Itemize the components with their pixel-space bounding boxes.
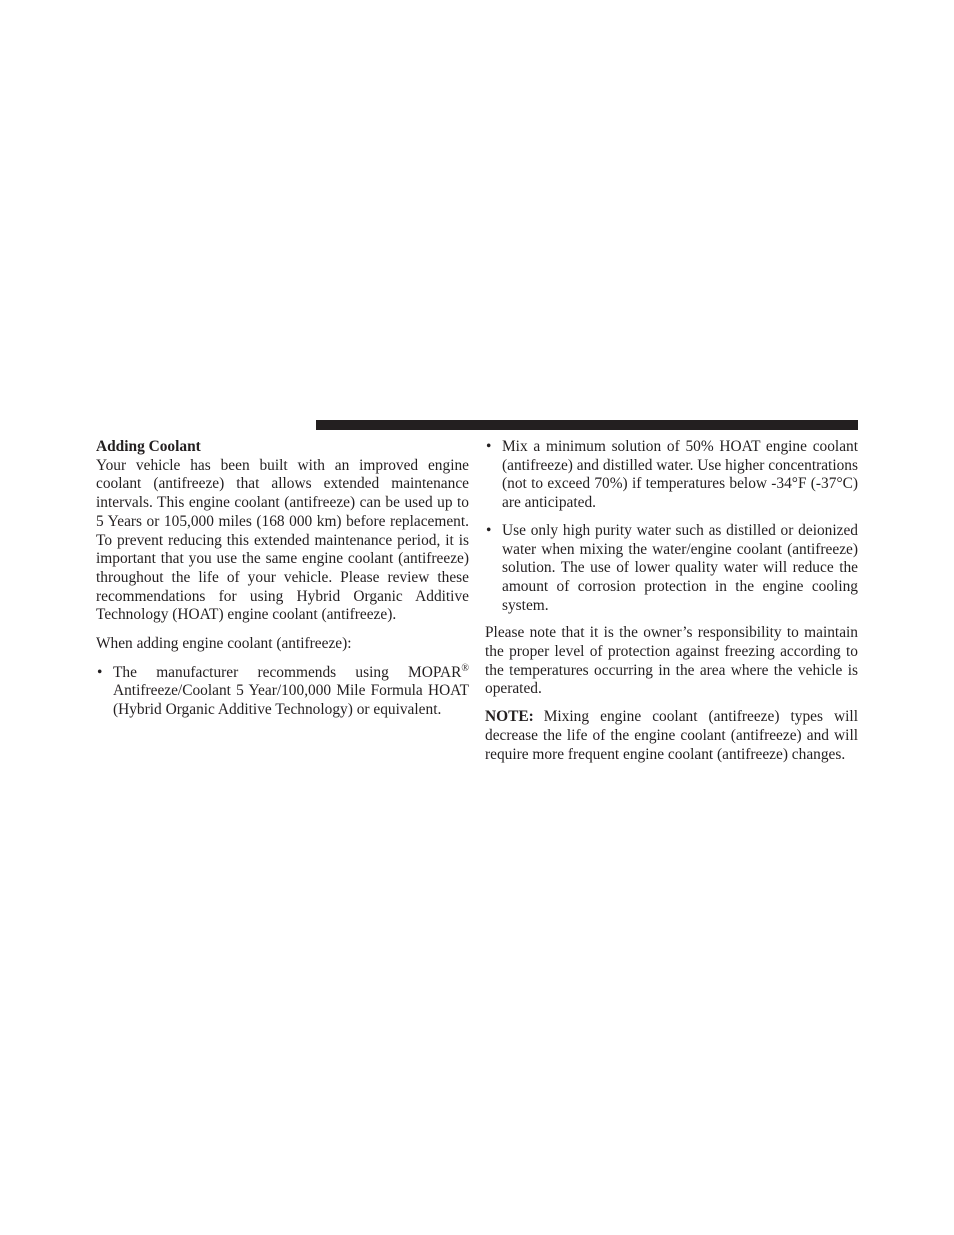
bullet-text: Mix a minimum solution of 50% HOAT engine coolant (antifreeze) and distilled water. Use higher concentrations (not to exceed 70%) if temperatures below -34°F (-37°C) are anticipated. <box>502 438 858 512</box>
responsibility-paragraph: Please note that it is the owner’s responsibility to maintain the proper level of protection against freezing according to the temperatures occurring in the area where the vehicle is operated. <box>485 624 858 698</box>
registered-mark: ® <box>461 662 469 674</box>
mixing-list <box>485 438 858 615</box>
list-item <box>485 522 858 616</box>
list-item <box>96 664 469 720</box>
section-heading: Adding Coolant <box>96 438 201 455</box>
left-column <box>96 438 469 720</box>
section-header-rule <box>316 420 858 430</box>
bullet-text: Use only high purity water such as distilled or deionized water when mixing the water/engine coolant (antifreeze) solution. The use of lower quality water will reduce the amount of corrosion protection in the engine cooling system. <box>502 521 858 614</box>
list-item <box>485 438 858 513</box>
bullet-icon: • <box>486 521 492 539</box>
bullet-icon: • <box>486 438 492 455</box>
note-text: Mixing engine coolant (antifreeze) types will decrease the life of the engine coolant (antifreeze) and will require more frequent engine coolant (antifreeze) changes. <box>485 708 858 763</box>
bullet-icon: • <box>97 663 103 681</box>
recommendation-list <box>96 664 469 720</box>
note-paragraph <box>485 708 858 764</box>
note-label: NOTE: <box>485 708 534 726</box>
intro-paragraph: Your vehicle has been built with an improved engine coolant (antifreeze) that allows extended maintenance intervals. This engine coolant (antifreeze) can be used up to 5 Years or 105,000 miles (168 000 km) before replacement. To prevent reducing this extended maintenance period, it is important that you use the same engine coolant (antifreeze) throughout the life of your vehicle. Please review these recommendations for using Hybrid Organic Additive Technology (HOAT) engine coolant (antifreeze). <box>96 456 469 624</box>
right-column <box>485 438 858 764</box>
bullet-text-part: The manufacturer recommends using MOPAR <box>113 663 462 681</box>
lead-in-text: When adding engine coolant (antifreeze): <box>96 635 352 653</box>
bullet-text-part: Antifreeze/Coolant 5 Year/100,000 Mile Formula HOAT (Hybrid Organic Additive Technology) or equivalent. <box>113 682 469 719</box>
